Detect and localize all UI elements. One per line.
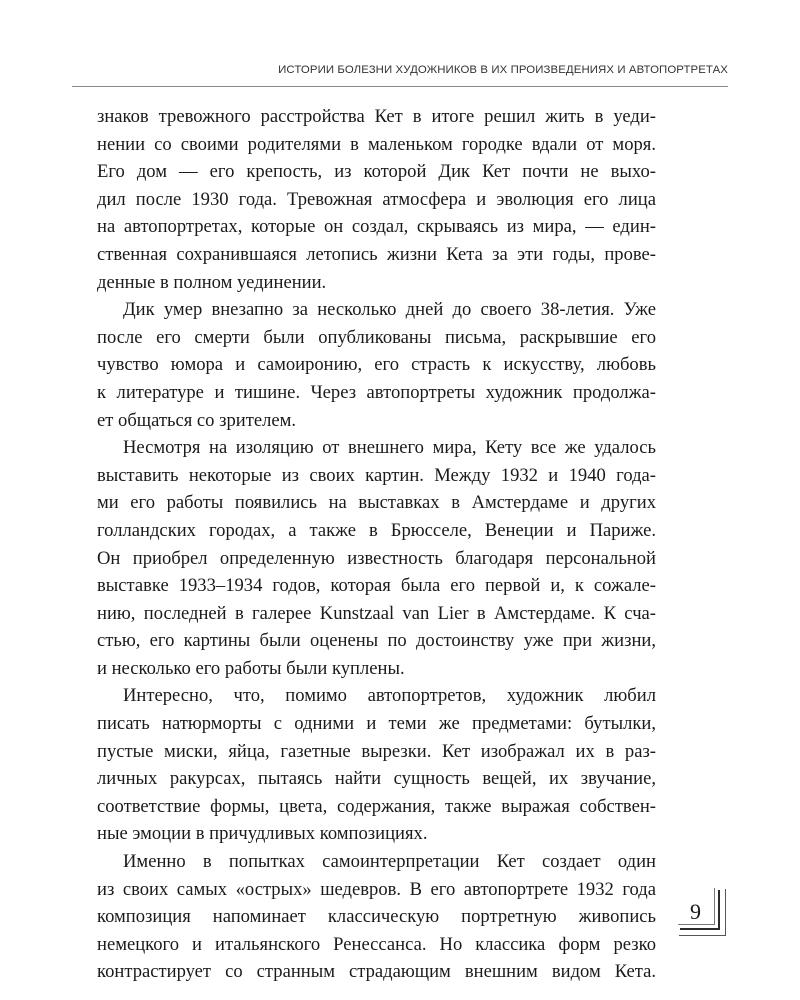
text-line: из своих самых «острых» шедевров. В его автопортрете 1932 года — [97, 878, 656, 900]
text-line: выставке 1933–1934 годов, которая была его первой и, к сожале- — [97, 575, 656, 597]
text-line: чувство юмора и самоиронию, его страсть к искусству, любовь — [97, 354, 656, 376]
text-line: и несколько его работы были куплены. — [97, 657, 405, 679]
text-line: контрастирует со странным страдающим внешним видом Кета. — [97, 961, 656, 983]
text-line: соответствие формы, цвета, содержания, также выражая собствен- — [97, 795, 656, 817]
paragraph-1 — [97, 103, 656, 296]
text-line: композиция напоминает классическую портретную живопись — [97, 906, 656, 928]
text-line: голландских городах, а также в Брюсселе, Венеции и Париже. — [97, 519, 656, 541]
text-line: ные эмоции в причудливых композициях. — [97, 823, 428, 845]
text-line: Несмотря на изоляцию от внешнего мира, Кету все же удалось — [123, 437, 656, 459]
paragraph-5 — [97, 848, 656, 986]
text-line: нении со своими родителями в маленьком городке вдали от моря. — [97, 133, 656, 155]
paragraph-2 — [97, 296, 656, 434]
text-line: денные в полном уединении. — [97, 271, 327, 293]
text-line: ет общаться со зрителем. — [97, 409, 297, 431]
text-line: личных ракурсах, пытаясь найти сущность вещей, их звучание, — [97, 768, 656, 790]
paragraph-3 — [97, 434, 656, 682]
paragraph-4 — [97, 682, 656, 848]
text-line: немецкого и итальянского Ренессанса. Но классика форм резко — [97, 933, 656, 955]
text-line: после его смерти были опубликованы письма, раскрывшие его — [97, 326, 656, 348]
body-text — [97, 103, 656, 986]
text-line: ми его работы появились на выставках в Амстердаме и других — [97, 492, 656, 514]
text-line: Дик умер внезапно за несколько дней до своего 38-летия. Уже — [123, 299, 656, 321]
text-line: ственная сохранившаяся летопись жизни Кета за эти годы, прове- — [97, 243, 656, 265]
page-number: 9 — [690, 899, 701, 924]
header-divider — [72, 86, 728, 87]
text-line: знаков тревожного расстройства Кет в итоге решил жить в уеди- — [97, 106, 656, 127]
text-line: стью, его картины были оценены по достоинству уже при жизни, — [97, 630, 656, 652]
text-line: дил после 1930 года. Тревожная атмосфера и эволюция его лица — [97, 188, 656, 210]
text-line: на автопортретах, которые он создал, скрываясь из мира, — един- — [97, 216, 656, 238]
text-line: Интересно, что, помимо автопортретов, художник любил — [123, 685, 656, 707]
text-line: Его дом — его крепость, из которой Дик Кет почти не выхо- — [97, 161, 656, 183]
text-line: писать натюрморты с одними и теми же предметами: бутылки, — [97, 713, 656, 735]
text-line: нию, последней в галерее Kunstzaal van Lier в Амстердаме. К сча- — [97, 602, 656, 624]
text-line: к литературе и тишине. Через автопортреты художник продолжа- — [97, 381, 656, 403]
running-header: ИСТОРИИ БОЛЕЗНИ ХУДОЖНИКОВ В ИХ ПРОИЗВЕДЕНИЯХ И АВТОПОРТРЕТАХ — [278, 64, 728, 76]
text-line: Именно в попытках самоинтерпретации Кет создает один — [123, 851, 656, 873]
text-line: выставить некоторые из своих картин. Между 1932 и 1940 года- — [97, 464, 656, 486]
text-line: пустые миски, яйца, газетные вырезки. Кет изображал их в раз- — [97, 740, 656, 762]
text-line: Он приобрел определенную известность благодаря персональной — [97, 547, 656, 569]
